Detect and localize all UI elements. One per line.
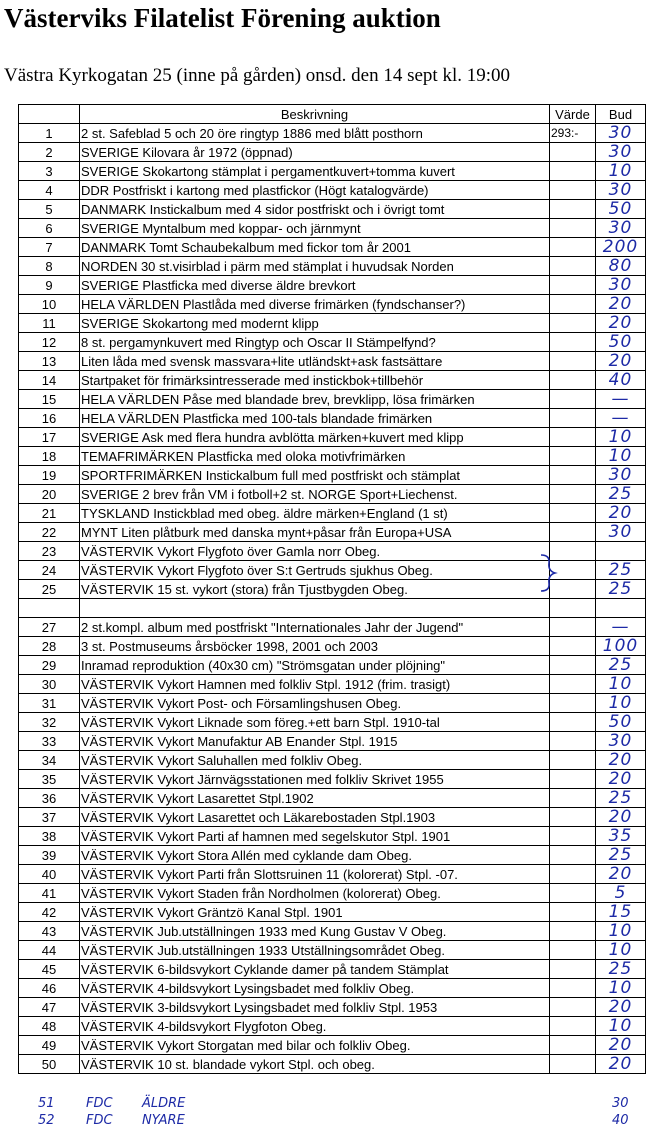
lot-bid: 25 [596,656,646,675]
lot-number: 5 [19,200,80,219]
lot-bid: 20 [596,865,646,884]
lot-number: 34 [19,751,80,770]
lot-value [550,257,596,276]
lot-number: 8 [19,257,80,276]
lot-description: HELA VÄRLDEN Plastlåda med diverse frimärken (fyndschanser?) [80,295,550,314]
lot-value [550,884,596,903]
lot-number: 10 [19,295,80,314]
lot-bid: 25 [596,485,646,504]
lot-value [550,751,596,770]
table-row [19,333,646,352]
lot-description: TYSKLAND Instickblad med obeg. äldre märken+England (1 st) [80,504,550,523]
lot-number: 23 [19,542,80,561]
lot-bid: 30 [596,276,646,295]
lot-description: VÄSTERVIK Vykort Stora Allén med cyklande dam Obeg. [80,846,550,865]
lot-number: 20 [19,485,80,504]
table-row [19,884,646,903]
lot-number: 9 [19,276,80,295]
table-row [19,618,646,637]
lot-bid: 20 [596,770,646,789]
lot-number: 28 [19,637,80,656]
lot-bid: 20 [596,314,646,333]
table-row [19,143,646,162]
lot-bid: 20 [596,352,646,371]
lot-number: 14 [19,371,80,390]
lot-value [550,485,596,504]
lot-value [550,960,596,979]
lot-number: 47 [19,998,80,1017]
lot-description: VÄSTERVIK 10 st. blandade vykort Stpl. och obeg. [80,1055,550,1074]
lot-description: VÄSTERVIK Vykort Flygfoto över Gamla norr Obeg. [80,542,550,561]
lot-bid: 20 [596,751,646,770]
lot-number: 24 [19,561,80,580]
lot-number: 37 [19,808,80,827]
lot-description: VÄSTERVIK Vykort Gräntzö Kanal Stpl. 1901 [80,903,550,922]
lot-description: VÄSTERVIK Vykort Parti af hamnen med segelskutor Stpl. 1901 [80,827,550,846]
table-row [19,1036,646,1055]
lot-description: DDR Postfriskt i kartong med plastfickor (Högt katalogvärde) [80,181,550,200]
lot-number: 40 [19,865,80,884]
lot-bid: 25 [596,960,646,979]
lot-description: VÄSTERVIK Vykort Manufaktur AB Enander Stpl. 1915 [80,732,550,751]
lot-description: SVERIGE Skokartong med modernt klipp [80,314,550,333]
lot-bid: 35 [596,827,646,846]
lot-number: 12 [19,333,80,352]
lot-bid: 10 [596,694,646,713]
handwritten-lot [38,1096,658,1112]
lot-bid: 20 [596,295,646,314]
lot-bid: 10 [596,162,646,181]
lot-bid: 25 [596,789,646,808]
lot-bid: 20 [596,1036,646,1055]
lot-value [550,903,596,922]
lot-bid: 30 [596,124,646,143]
lot-description: Startpaket för frimärksintresserade med instickbok+tillbehör [80,371,550,390]
table-row [19,257,646,276]
table-row [19,637,646,656]
lot-value [550,979,596,998]
table-row [19,181,646,200]
lot-description: VÄSTERVIK Vykort Saluhallen med folkliv Obeg. [80,751,550,770]
handwritten-lot [38,1113,658,1129]
lot-description: DANMARK Tomt Schaubekalbum med fickor tom år 2001 [80,238,550,257]
lot-value [550,1017,596,1036]
lot-bid: 25 [596,561,646,580]
handwritten-bid: 30 [612,1096,629,1111]
lot-bid: 100 [596,637,646,656]
lot-bid [596,542,646,561]
lot-description: DANMARK Instickalbum med 4 sidor postfriskt och i övrigt tomt [80,200,550,219]
table-row [19,713,646,732]
table-row [19,732,646,751]
lot-value [550,808,596,827]
lot-description: VÄSTERVIK Vykort Parti från Slottsruinen 11 (kolorerat) Stpl. -07. [80,865,550,884]
lot-bid: 50 [596,713,646,732]
lot-number: 2 [19,143,80,162]
lot-number: 45 [19,960,80,979]
lot-description: SVERIGE 2 brev från VM i fotboll+2 st. NORGE Sport+Liechenst. [80,485,550,504]
table-row [19,466,646,485]
column-header-number [19,105,80,124]
lot-description: VÄSTERVIK 15 st. vykort (stora) från Tjustbygden Obeg. [80,580,550,599]
lot-bid: 30 [596,219,646,238]
lot-value [550,371,596,390]
lot-value [550,637,596,656]
lot-number: 46 [19,979,80,998]
table-row [19,694,646,713]
lot-value: 293:- [550,124,596,143]
lot-value [550,314,596,333]
lot-number: 42 [19,903,80,922]
lot-number: 32 [19,713,80,732]
lot-bid: 50 [596,200,646,219]
lot-description: VÄSTERVIK Vykort Flygfoto över S:t Gertruds sjukhus Obeg. [80,561,550,580]
lot-description: 3 st. Postmuseums årsböcker 1998, 2001 och 2003 [80,637,550,656]
lot-value [550,846,596,865]
table-row [19,352,646,371]
lot-value [550,466,596,485]
table-row [19,162,646,181]
lot-number: 13 [19,352,80,371]
lot-value [550,732,596,751]
column-header-description: Beskrivning [80,105,550,124]
table-row [19,314,646,333]
bracket-mark [538,553,558,593]
column-header-bid: Bud [596,105,646,124]
lot-value [550,941,596,960]
lot-number: 35 [19,770,80,789]
lot-description: NORDEN 30 st.visirblad i pärm med stämplat i huvudsak Norden [80,257,550,276]
table-row [19,219,646,238]
lot-bid [596,599,646,618]
lot-number: 18 [19,447,80,466]
lot-description: HELA VÄRLDEN Påse med blandade brev, brevklipp, lösa frimärken [80,390,550,409]
table-row [19,789,646,808]
lot-bid: 20 [596,1055,646,1074]
lot-number: 38 [19,827,80,846]
lot-bid: 80 [596,257,646,276]
lot-value [550,922,596,941]
lot-number: 17 [19,428,80,447]
lot-description: VÄSTERVIK Vykort Post- och Församlingshusen Obeg. [80,694,550,713]
lot-description: VÄSTERVIK 4-bildsvykort Lysingsbadet med folkliv Obeg. [80,979,550,998]
handwritten-num: 52 [38,1113,55,1128]
lot-bid: 40 [596,371,646,390]
lot-description: VÄSTERVIK Vykort Liknade som föreg.+ett barn Stpl. 1910-tal [80,713,550,732]
lot-bid: — [596,409,646,428]
lot-value [550,770,596,789]
lot-description: VÄSTERVIK 4-bildsvykort Flygfoton Obeg. [80,1017,550,1036]
lot-number: 36 [19,789,80,808]
handwritten-code: FDC [86,1113,113,1128]
lot-description: 2 st. Safeblad 5 och 20 öre ringtyp 1886 med blått posthorn [80,124,550,143]
handwritten-code: FDC [86,1096,113,1111]
lot-description: Liten låda med svensk massvara+lite utländskt+ask fastsättare [80,352,550,371]
lot-number: 4 [19,181,80,200]
table-row [19,656,646,675]
table-row [19,447,646,466]
handwritten-bid: 40 [612,1113,629,1128]
lot-description: SPORTFRIMÄRKEN Instickalbum full med postfriskt och stämplat [80,466,550,485]
lot-description: Inramad reproduktion (40x30 cm) "Strömsgatan under plöjning" [80,656,550,675]
lot-bid: 5 [596,884,646,903]
lot-number: 49 [19,1036,80,1055]
lot-bid: 10 [596,447,646,466]
lot-bid: 25 [596,580,646,599]
handwritten-label: ÄLDRE [142,1096,186,1111]
lot-description: MYNT Liten plåtburk med danska mynt+påsar från Europa+USA [80,523,550,542]
table-row [19,371,646,390]
lot-value [550,789,596,808]
lot-number: 39 [19,846,80,865]
lot-bid: 30 [596,732,646,751]
lot-number: 27 [19,618,80,637]
lot-bid: 20 [596,504,646,523]
lot-number: 44 [19,941,80,960]
table-row [19,200,646,219]
lot-value [550,428,596,447]
table-row [19,675,646,694]
lot-value [550,200,596,219]
lot-value [550,238,596,257]
table-row [19,523,646,542]
lot-description: VÄSTERVIK 3-bildsvykort Lysingsbadet med folkliv Stpl. 1953 [80,998,550,1017]
lot-bid: 30 [596,466,646,485]
lot-description [80,599,550,618]
lot-description: SVERIGE Kilovara år 1972 (öppnad) [80,143,550,162]
lot-description: SVERIGE Myntalbum med koppar- och järnmynt [80,219,550,238]
handwritten-label: NYARE [142,1113,185,1128]
lot-value [550,143,596,162]
lot-description: VÄSTERVIK Vykort Staden från Nordholmen (kolorerat) Obeg. [80,884,550,903]
lot-value [550,162,596,181]
lot-number: 16 [19,409,80,428]
lot-bid: — [596,390,646,409]
lot-value [550,504,596,523]
lot-bid: 25 [596,846,646,865]
lot-number: 3 [19,162,80,181]
lot-bid: 30 [596,143,646,162]
lot-bid: 10 [596,979,646,998]
lot-number: 6 [19,219,80,238]
lot-description: VÄSTERVIK Vykort Storgatan med bilar och folkliv Obeg. [80,1036,550,1055]
lot-description: SVERIGE Ask med flera hundra avblötta märken+kuvert med klipp [80,428,550,447]
table-row [19,979,646,998]
lot-bid: 10 [596,941,646,960]
table-row [19,485,646,504]
lot-value [550,656,596,675]
table-row [19,865,646,884]
lot-value [550,599,596,618]
table-row [19,998,646,1017]
lot-value [550,998,596,1017]
lot-number: 41 [19,884,80,903]
lot-value [550,713,596,732]
lot-bid: 15 [596,903,646,922]
lot-value [550,333,596,352]
lot-value [550,181,596,200]
lot-description: VÄSTERVIK Jub.utställningen 1933 Utställningsområdet Obeg. [80,941,550,960]
lot-description: HELA VÄRLDEN Plastficka med 100-tals blandade frimärken [80,409,550,428]
lot-bid: 20 [596,808,646,827]
lot-number: 50 [19,1055,80,1074]
lot-description: VÄSTERVIK Vykort Lasarettet Stpl.1902 [80,789,550,808]
lot-description: VÄSTERVIK Vykort Lasarettet och Läkarebostaden Stpl.1903 [80,808,550,827]
lot-description: 2 st.kompl. album med postfriskt "Internationales Jahr der Jugend" [80,618,550,637]
lot-number: 43 [19,922,80,941]
table-row [19,827,646,846]
lot-value [550,352,596,371]
lot-value [550,675,596,694]
lot-value [550,694,596,713]
lot-number: 48 [19,1017,80,1036]
table-row [19,751,646,770]
lot-bid: 200 [596,238,646,257]
table-row [19,808,646,827]
lot-value [550,865,596,884]
lot-number: 21 [19,504,80,523]
column-header-value: Värde [550,105,596,124]
lot-value [550,276,596,295]
lot-number: 25 [19,580,80,599]
lot-value [550,390,596,409]
table-row [19,238,646,257]
lot-value [550,1055,596,1074]
table-header-row [19,105,646,124]
table-row [19,504,646,523]
table-row [19,960,646,979]
lot-number: 19 [19,466,80,485]
lot-value [550,618,596,637]
lot-value [550,1036,596,1055]
lot-number: 22 [19,523,80,542]
table-row [19,846,646,865]
lot-bid: 10 [596,428,646,447]
lot-number: 29 [19,656,80,675]
table-row [19,409,646,428]
lot-description: VÄSTERVIK 6-bildsvykort Cyklande damer på tandem Stämplat [80,960,550,979]
lot-value [550,447,596,466]
page-title: Västerviks Filatelist Förening auktion [4,3,441,33]
handwritten-num: 51 [38,1096,55,1111]
lot-bid: 50 [596,333,646,352]
lot-value [550,523,596,542]
event-info: Västra Kyrkogatan 25 (inne på gården) onsd. den 14 sept kl. 19:00 [4,65,511,86]
lot-number: 31 [19,694,80,713]
lot-description: VÄSTERVIK Jub.utställningen 1933 med Kung Gustav V Obeg. [80,922,550,941]
table-row [19,922,646,941]
lot-value [550,409,596,428]
table-row [19,770,646,789]
table-row [19,124,646,143]
table-row [19,903,646,922]
lot-value [550,295,596,314]
lot-description: SVERIGE Plastficka med diverse äldre brevkort [80,276,550,295]
lot-bid: 30 [596,523,646,542]
lot-description: TEMAFRIMÄRKEN Plastficka med oloka motivfrimärken [80,447,550,466]
lot-description: VÄSTERVIK Vykort Järnvägsstationen med folkliv Skrivet 1955 [80,770,550,789]
lot-bid: 10 [596,1017,646,1036]
lot-bid: 20 [596,998,646,1017]
lot-number: 11 [19,314,80,333]
lot-number: 30 [19,675,80,694]
lot-number: 33 [19,732,80,751]
lot-number: 7 [19,238,80,257]
lot-value [550,827,596,846]
lot-bid: 30 [596,181,646,200]
table-row [19,1017,646,1036]
lot-number: 15 [19,390,80,409]
lot-bid: 10 [596,922,646,941]
lot-description: VÄSTERVIK Vykort Hamnen med folkliv Stpl. 1912 (frim. trasigt) [80,675,550,694]
table-row [19,1055,646,1074]
lot-description: 8 st. pergamynkuvert med Ringtyp och Oscar II Stämpelfynd? [80,333,550,352]
table-row [19,295,646,314]
table-row [19,599,646,618]
lot-value [550,219,596,238]
table-row [19,390,646,409]
table-row [19,428,646,447]
lot-bid: 10 [596,675,646,694]
lot-bid: — [596,618,646,637]
lot-description: SVERIGE Skokartong stämplat i pergamentkuvert+tomma kuvert [80,162,550,181]
lot-number: 1 [19,124,80,143]
table-row [19,276,646,295]
lot-number [19,599,80,618]
table-row [19,941,646,960]
